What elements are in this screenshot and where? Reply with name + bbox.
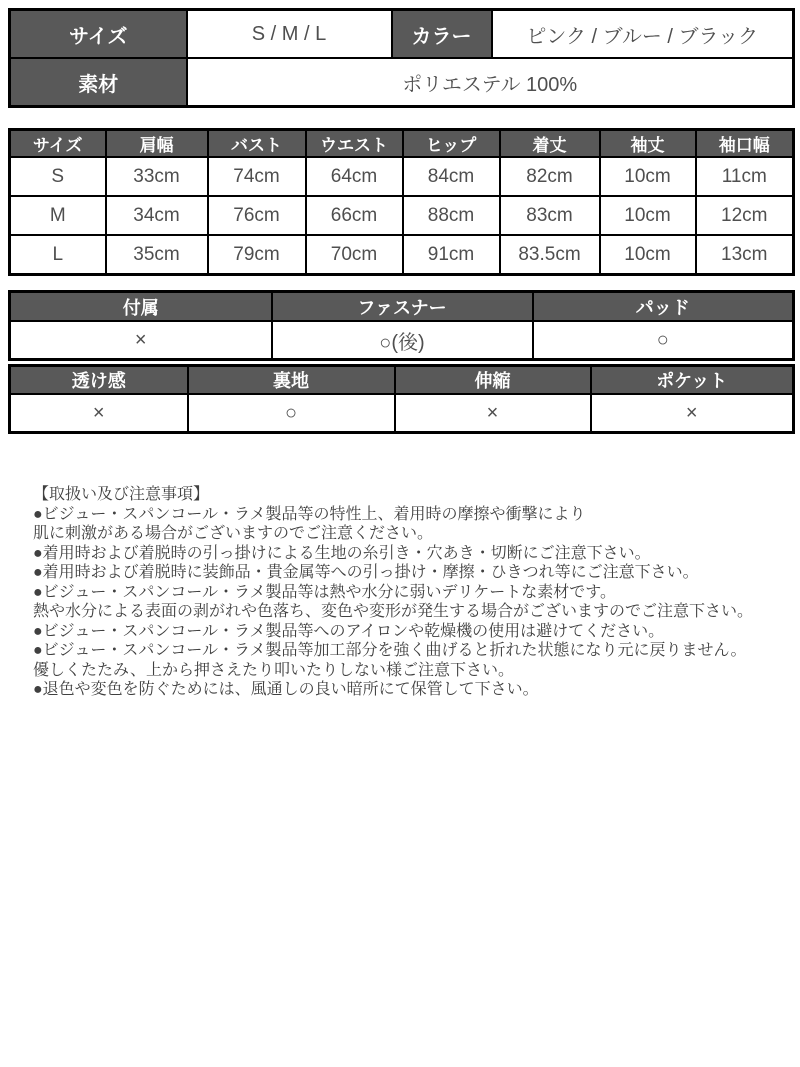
care-note-line: ●ビジュー・スパンコール・ラメ製品等は熱や水分に弱いデリケートな素材です。 — [33, 583, 616, 601]
measurement-cell: M — [10, 196, 106, 235]
care-note-line: ●ビジュー・スパンコール・ラメ製品等の特性上、着用時の摩擦や衝撃により — [33, 505, 586, 523]
measurements-header-cell: サイズ — [10, 130, 106, 158]
features2-header-cell: ポケット — [591, 366, 794, 395]
size-label-cell: サイズ — [10, 10, 187, 59]
features2-header-row — [10, 366, 794, 395]
measurements-header-cell: 着丈 — [500, 130, 600, 158]
measurement-cell: 84cm — [403, 157, 500, 196]
measurement-cell: 83.5cm — [500, 235, 600, 275]
measurement-cell: 10cm — [600, 196, 696, 235]
features-table-bottom — [8, 364, 795, 434]
features2-value-cell: × — [10, 394, 188, 433]
measurement-cell: 12cm — [696, 196, 794, 235]
measurement-cell: 79cm — [208, 235, 306, 275]
features2-value-row — [10, 394, 794, 433]
features-table-top — [8, 290, 795, 361]
features1-header-row — [10, 292, 794, 322]
measurement-cell: 74cm — [208, 157, 306, 196]
overview-row-size-color — [10, 10, 794, 59]
product-overview-table — [8, 8, 795, 108]
features2-value-cell: × — [395, 394, 591, 433]
measurements-row-s — [10, 157, 794, 196]
measurement-cell: 35cm — [106, 235, 208, 275]
measurement-cell: L — [10, 235, 106, 275]
measurement-cell: 82cm — [500, 157, 600, 196]
features1-header-cell: パッド — [533, 292, 794, 322]
measurement-cell: 91cm — [403, 235, 500, 275]
color-label-cell: カラー — [392, 10, 492, 59]
care-note-line: ●ビジュー・スパンコール・ラメ製品等加工部分を強く曲げると折れた状態になり元に戻りません。 — [33, 642, 747, 659]
features1-header-cell: 付属 — [10, 292, 272, 322]
features1-value-cell: × — [10, 321, 272, 360]
measurement-cell: 70cm — [306, 235, 403, 275]
measurements-header-cell: 袖丈 — [600, 130, 696, 158]
features1-value-cell: ○ — [533, 321, 794, 360]
care-notes — [33, 485, 793, 700]
measurements-header-cell: 肩幅 — [106, 130, 208, 158]
measurement-cell: S — [10, 157, 106, 196]
overview-row-material — [10, 58, 794, 107]
care-note-line: ●ビジュー・スパンコール・ラメ製品等へのアイロンや乾燥機の使用は避けてください。 — [33, 622, 665, 640]
care-notes-title: 【取扱い及び注意事項】 — [33, 486, 210, 503]
material-label-cell: 素材 — [10, 58, 187, 107]
measurement-cell: 13cm — [696, 235, 794, 275]
measurement-cell: 83cm — [500, 196, 600, 235]
measurement-cell: 34cm — [106, 196, 208, 235]
measurements-row-m — [10, 196, 794, 235]
care-note-line: ●着用時および着脱時の引っ掛けによる生地の糸引き・穴あき・切断にご注意下さい。 — [33, 544, 651, 562]
measurement-cell: 76cm — [208, 196, 306, 235]
measurements-row-l — [10, 235, 794, 275]
measurement-cell: 88cm — [403, 196, 500, 235]
features1-value-cell: ○(後) — [272, 321, 533, 360]
measurements-header-row — [10, 130, 794, 158]
size-value-cell: S / M / L — [187, 10, 392, 59]
features2-header-cell: 伸縮 — [395, 366, 591, 395]
measurements-header-cell: 袖口幅 — [696, 130, 794, 158]
features1-header-cell: ファスナー — [272, 292, 533, 322]
measurement-cell: 10cm — [600, 235, 696, 275]
features2-header-cell: 裏地 — [188, 366, 395, 395]
measurement-cell: 33cm — [106, 157, 208, 196]
features2-header-cell: 透け感 — [10, 366, 188, 395]
features2-value-cell: × — [591, 394, 794, 433]
care-note-line: ●着用時および着脱時に装飾品・貴金属等への引っ掛け・摩擦・ひきつれ等にご注意下さい。 — [33, 564, 699, 581]
care-note-line: 肌に刺激がある場合がございますのでご注意ください。 — [33, 525, 434, 542]
measurement-cell: 64cm — [306, 157, 403, 196]
material-value-cell: ポリエステル 100% — [187, 58, 794, 107]
measurement-cell: 10cm — [600, 157, 696, 196]
color-value-cell: ピンク / ブルー / ブラック — [492, 10, 794, 59]
care-note-line: 優しくたたみ、上から押さえたり叩いたりしない様ご注意下さい。 — [33, 661, 514, 679]
features2-value-cell: ○ — [188, 394, 395, 433]
care-note-line: 熱や水分による表面の剥がれや色落ち、変色や変形が発生する場合がございますのでご注意下さい。 — [33, 603, 754, 620]
measurements-header-cell: ウエスト — [306, 130, 403, 158]
size-measurements-table — [8, 128, 795, 276]
measurement-cell: 11cm — [696, 157, 794, 196]
measurements-header-cell: バスト — [208, 130, 306, 158]
measurements-header-cell: ヒップ — [403, 130, 500, 158]
care-note-line: ●退色や変色を防ぐためには、風通しの良い暗所にて保管して下さい。 — [33, 681, 539, 698]
features1-value-row — [10, 321, 794, 360]
measurement-cell: 66cm — [306, 196, 403, 235]
